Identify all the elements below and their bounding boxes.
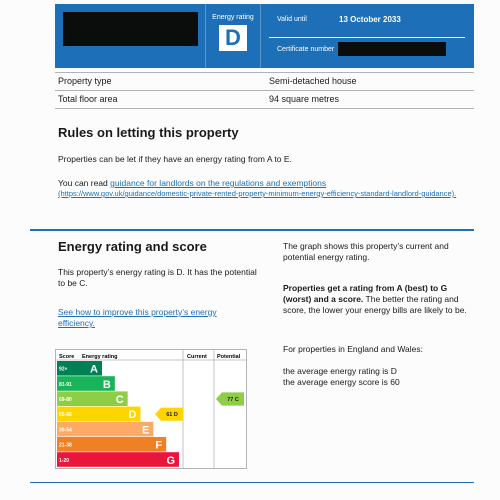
england-wales-label: For properties in England and Wales: [283, 344, 424, 354]
chart-header-rating: Energy rating [82, 354, 118, 360]
redacted-certificate-number [338, 42, 446, 56]
potential-rating-label: 77 C [227, 397, 239, 403]
rating-heading: Energy rating and score [58, 239, 207, 254]
average-rating-text: the average energy rating is D [283, 366, 397, 376]
energy-rating-chart-svg [56, 350, 246, 468]
letting-paragraph: Properties can be let if they have an energy rating from A to E. [58, 154, 292, 164]
band-score-range: 55-68 [59, 412, 72, 419]
rating-explanation [283, 283, 468, 316]
valid-until-date: 13 October 2033 [339, 15, 401, 24]
band-score-range: 1-20 [59, 457, 70, 464]
guidance-prefix: You can read [58, 178, 111, 188]
guidance-link[interactable]: guidance for landlords on the regulations and exemptions [110, 178, 327, 188]
rating-explanation-rest: The better the rating and score, the lower your energy bills are likely to be. [283, 294, 467, 315]
guidance-url-link[interactable]: (https://www.gov.uk/guidance/domestic-private-rented-property-minimum-energy-efficiency-standard-landlord-guidance). [58, 189, 457, 198]
graph-explanation: The graph shows this property’s current and potential energy rating. [283, 241, 449, 262]
band-letter: B [102, 378, 111, 391]
floor-area-value: 94 square metres [269, 94, 340, 104]
band-score-range: 21-38 [59, 442, 72, 449]
band-score-range: 92+ [59, 366, 68, 373]
property-type-key: Property type [58, 76, 112, 86]
bottom-divider [30, 482, 474, 483]
chart-header-current: Current [187, 354, 207, 360]
rating-paragraph: This property’s energy rating is D. It has the potential to be C. [58, 267, 257, 288]
letting-heading: Rules on letting this property [58, 125, 239, 140]
band-score-range: 39-54 [59, 427, 72, 434]
band-letter: D [128, 409, 137, 422]
rating-band-g [57, 452, 179, 467]
property-summary-table [55, 72, 474, 109]
band-letter: C [115, 394, 124, 406]
rating-band-f [57, 437, 166, 452]
header-divider [269, 37, 465, 38]
floor-area-key: Total floor area [58, 94, 118, 104]
section-divider [30, 229, 474, 231]
average-score-text: the average energy score is 60 [283, 377, 400, 387]
energy-rating-label: Energy rating [212, 14, 254, 21]
energy-rating-box [205, 4, 261, 68]
table-row [55, 72, 474, 91]
band-letter: G [166, 454, 175, 467]
table-row [55, 91, 474, 109]
rating-explanation-bold: Properties get a rating from A (best) to G (worst) and a score. [283, 283, 448, 304]
band-score-range: 81-91 [59, 381, 72, 388]
valid-until-label: Valid until [277, 16, 307, 23]
chart-header-score: Score [59, 354, 75, 360]
certificate-number-label: Certificate number [277, 46, 335, 53]
energy-rating-chart [55, 349, 247, 469]
chart-header-potential: Potential [217, 354, 241, 360]
redacted-address [63, 12, 198, 46]
band-letter: F [155, 439, 163, 452]
energy-rating-letter: D [219, 25, 247, 51]
guidance-paragraph [58, 178, 468, 198]
current-rating-label: 61 D [166, 412, 178, 419]
band-letter: A [90, 363, 98, 376]
band-score-range: 69-80 [59, 397, 72, 403]
property-type-value: Semi-detached house [269, 76, 357, 86]
improve-efficiency-link[interactable]: See how to improve this property’s energy efficiency. [58, 307, 217, 328]
epc-header [55, 4, 474, 68]
band-letter: E [141, 424, 150, 437]
